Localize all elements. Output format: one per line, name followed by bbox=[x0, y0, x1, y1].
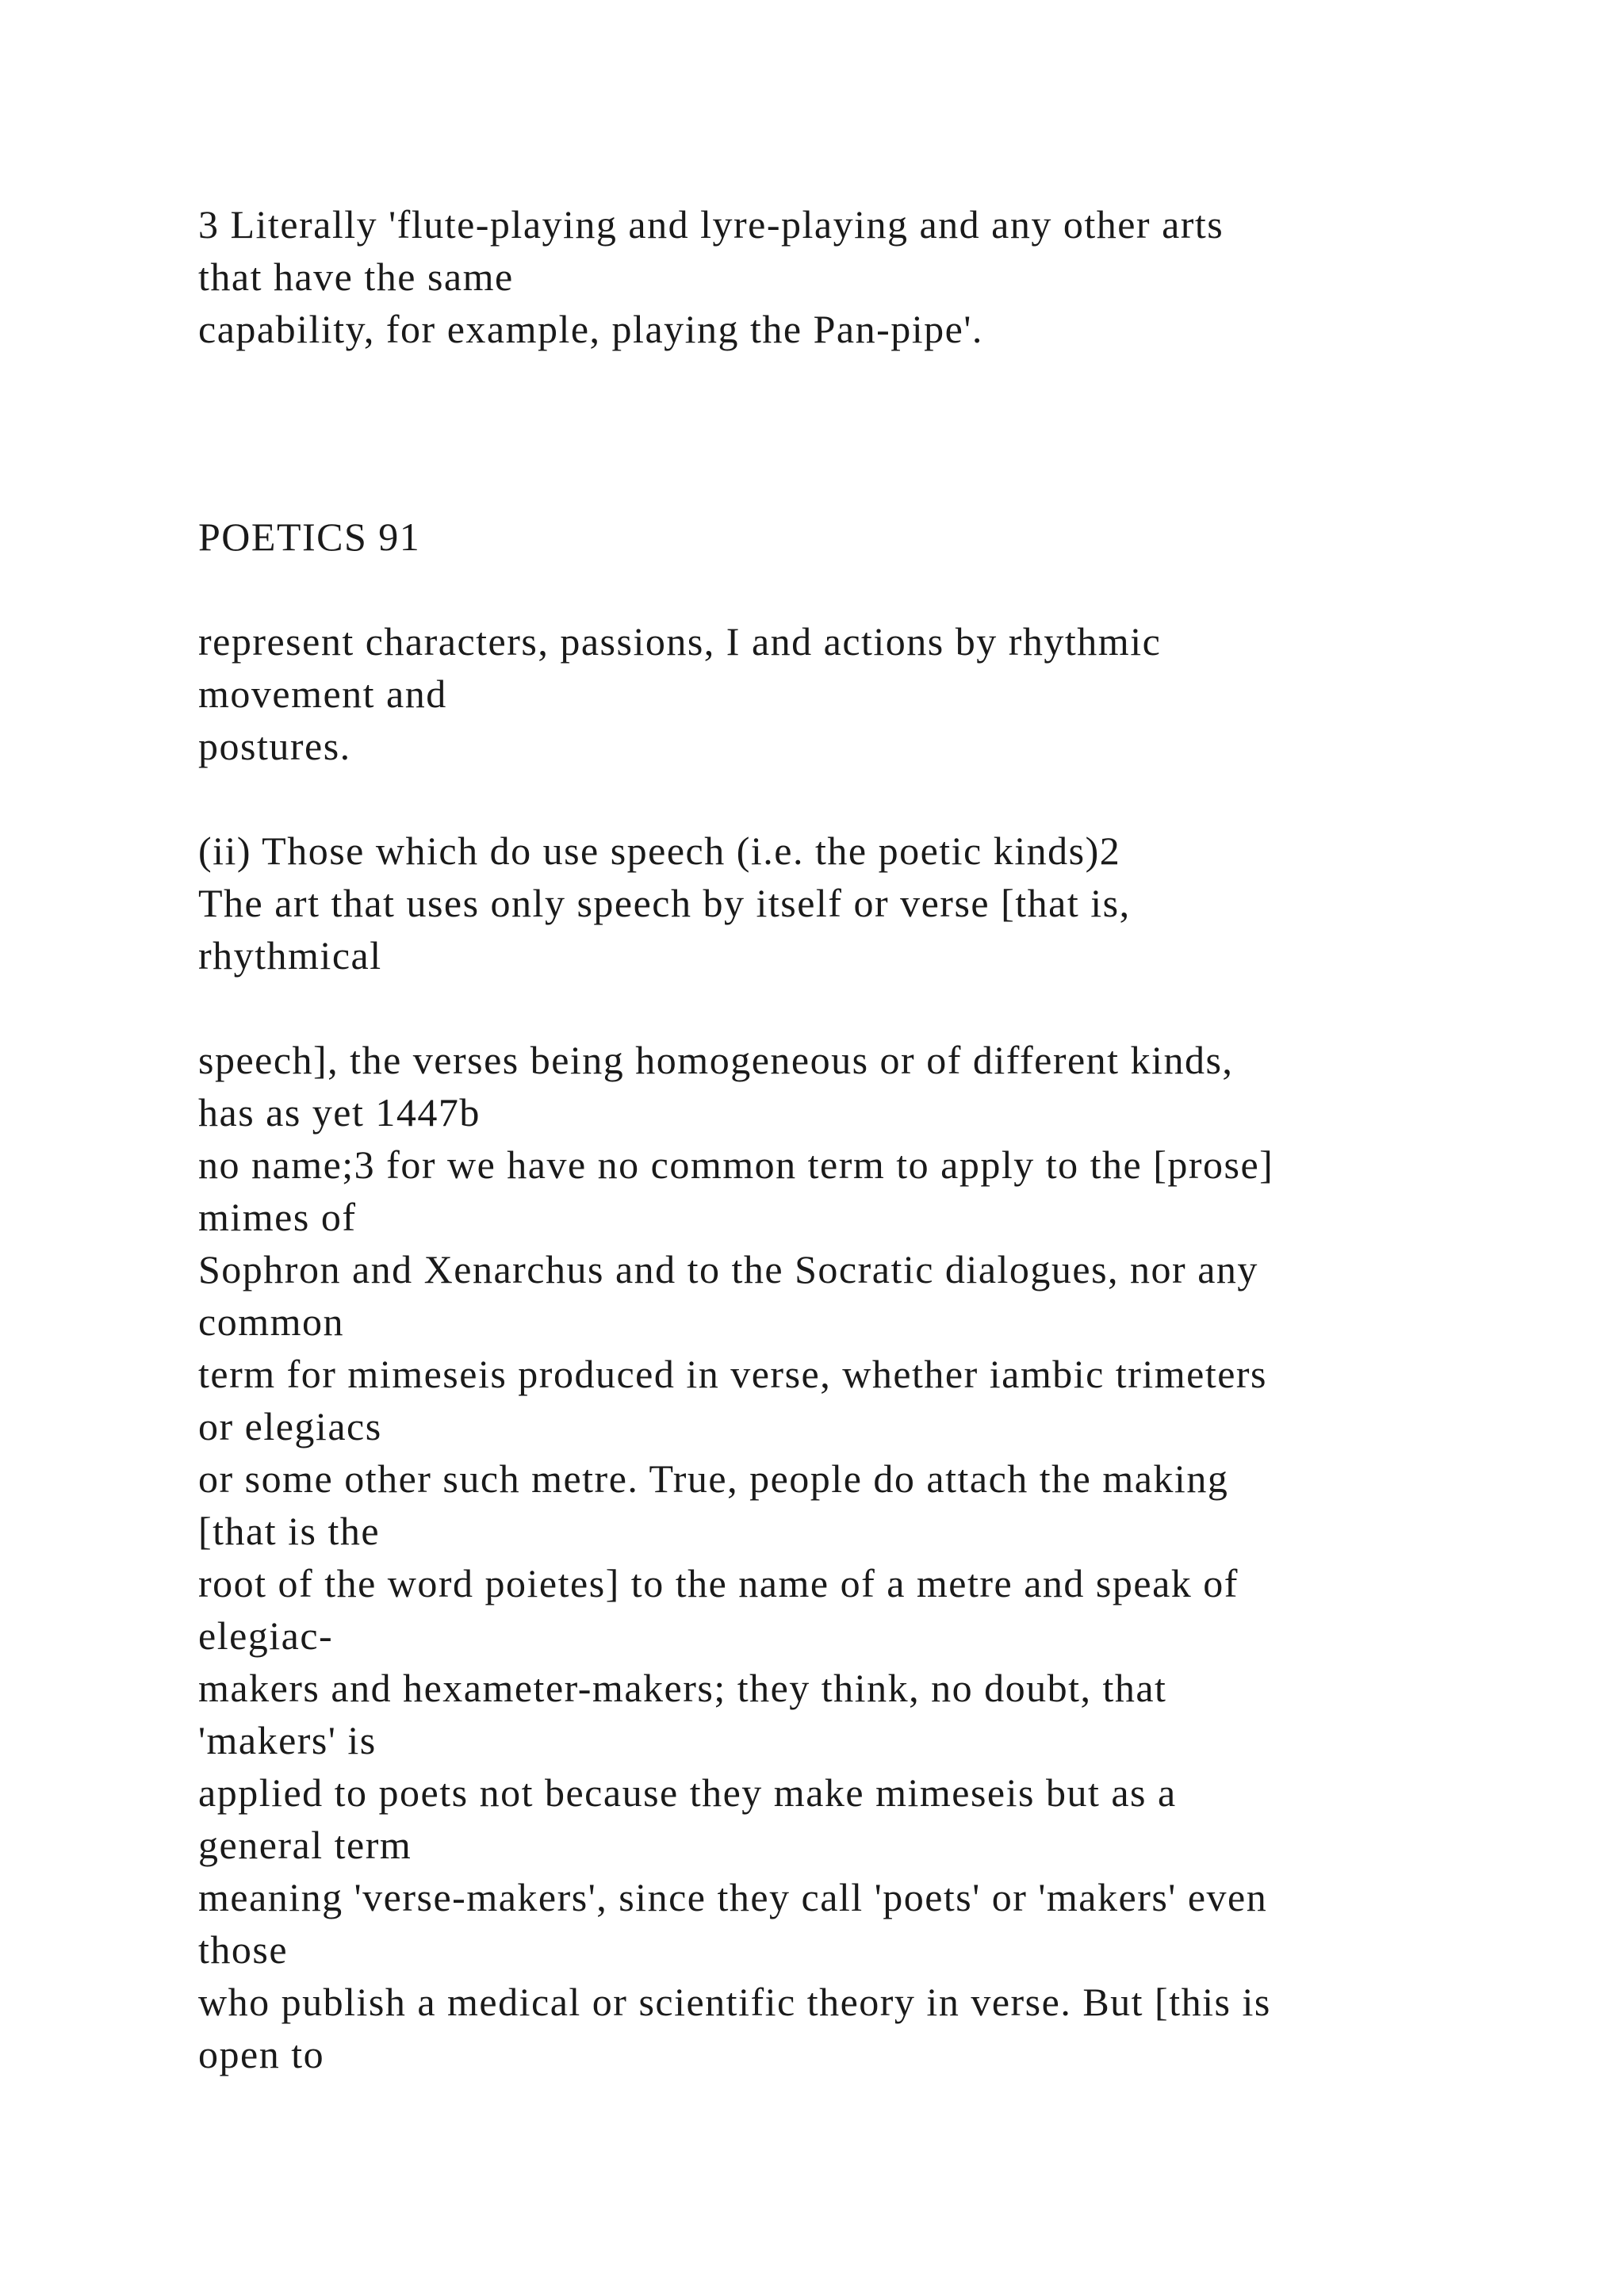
text-line: or some other such metre. True, people do attach the making bbox=[198, 1456, 1229, 1501]
text-line: The art that uses only speech by itself or verse [that is, bbox=[198, 881, 1131, 925]
text-line: applied to poets not because they make mimeseis but as a bbox=[198, 1770, 1177, 1815]
footnote-line: 3 Literally 'flute-playing and lyre-playing and any other arts bbox=[198, 202, 1224, 247]
text-line: makers and hexameter-makers; they think, no doubt, that bbox=[198, 1666, 1167, 1710]
text-line: (ii) Those which do use speech (i.e. the poetic kinds)2 bbox=[198, 828, 1121, 873]
text-line: meaning 'verse-makers', since they call 'poets' or 'makers' even bbox=[198, 1875, 1268, 1919]
text-line: mimes of bbox=[198, 1195, 357, 1239]
text-line: movement and bbox=[198, 672, 447, 716]
text-line: 'makers' is bbox=[198, 1718, 377, 1762]
text-line: or elegiacs bbox=[198, 1404, 382, 1448]
footnote-line: that have the same bbox=[198, 254, 514, 299]
text-line: common bbox=[198, 1299, 344, 1344]
footnote-line: capability, for example, playing the Pan-pipe'. bbox=[198, 307, 983, 351]
text-line: rhythmical bbox=[198, 933, 382, 978]
text-line: speech], the verses being homogeneous or of different kinds, bbox=[198, 1038, 1234, 1082]
text-line: root of the word poietes] to the name of a metre and speak of bbox=[198, 1561, 1239, 1605]
text-line: has as yet 1447b bbox=[198, 1090, 481, 1135]
page-header: POETICS 91 bbox=[198, 515, 421, 559]
text-line: no name;3 for we have no common term to apply to the [prose] bbox=[198, 1142, 1274, 1187]
text-line: open to bbox=[198, 2032, 325, 2076]
text-line: term for mimeseis produced in verse, whether iambic trimeters bbox=[198, 1352, 1268, 1396]
text-line: those bbox=[198, 1927, 289, 1972]
text-line: Sophron and Xenarchus and to the Socratic dialogues, nor any bbox=[198, 1247, 1258, 1292]
text-line: elegiac- bbox=[198, 1613, 334, 1658]
text-line: who publish a medical or scientific theory in verse. But [this is bbox=[198, 1980, 1271, 2024]
text-line: postures. bbox=[198, 724, 351, 768]
text-line: general term bbox=[198, 1823, 412, 1867]
text-line: [that is the bbox=[198, 1509, 381, 1553]
text-line: represent characters, passions, I and actions by rhythmic bbox=[198, 619, 1162, 664]
